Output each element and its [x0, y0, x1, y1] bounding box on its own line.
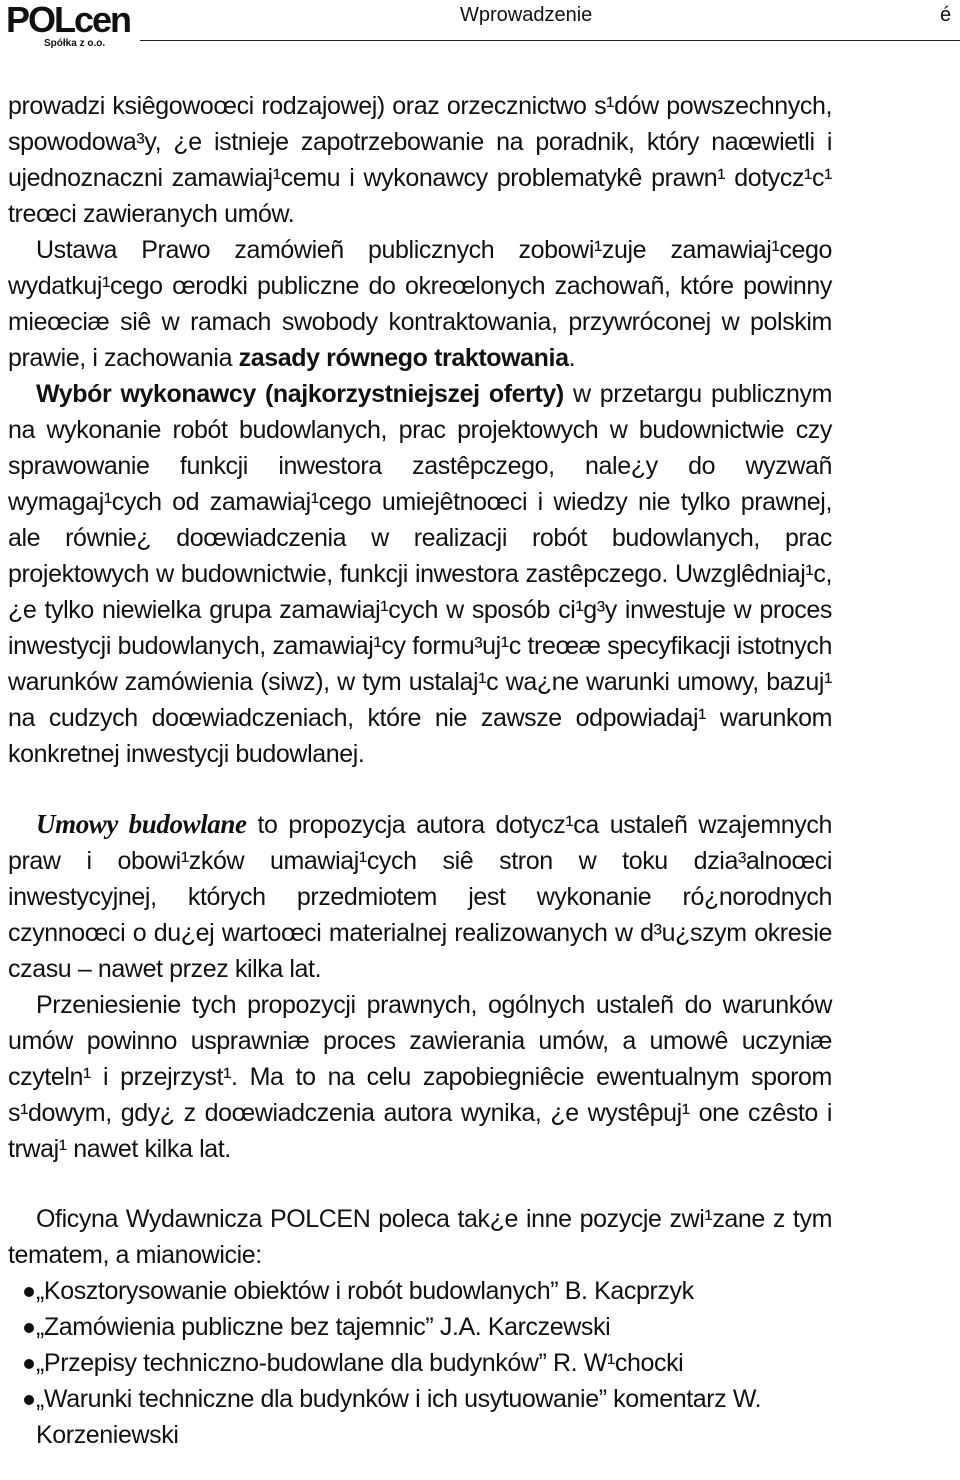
logo-wordmark: POLcen: [6, 0, 131, 40]
paragraph-contractor-choice: Wybór wykonawcy (najkorzystniejszej oferty) w przetargu publicznym na wykonanie robót budowlanych, prac projektowych w budownictwie czy sprawowanie funkcji inwestora zastêpczego, nale¿y do wyzwañ wymagaj¹cych od zamawiaj¹cego umiejêtnoœci i wiedzy nie tylko prawnej, ale równie¿ doœwiadczenia w realizacji robót budowlanych, prac projektowych w budownictwie, funkcji inwestora zastêpczego. Uwzglêdniaj¹c, ¿e tylko niewielka grupa zamawiaj¹cych w sposób ci¹g³y inwestuje w proces inwestycji budowlanych, zamawiaj¹cy formu³uj¹c treœæ specyfikacji istotnych warunków zamówienia (siwz), w tym ustalaj¹c wa¿ne warunki umowy, bazuj¹ na cudzych doœwiadczeniach, które nie zawsze odpowiadaj¹ warunkom konkretnej inwestycji budowlanej.: [8, 380, 833, 768]
publisher-logo: [6, 2, 132, 52]
paragraph-law: Ustawa Prawo zamówieñ publicznych zobowi¹zuje zamawiaj¹cego wydatkuj¹cego œrodki publiczne do okreœlonych zachowañ, które powinny mieœciæ siê w ramach swobody kontraktowania, przywróconej w polskim prawie, i zachowania zasady równego traktowania.: [8, 236, 832, 372]
bullet-icon: [24, 1395, 34, 1405]
list-item: „Kosztorysowanie obiektów i robót budowlanych” B. Kacprzyk: [8, 1273, 832, 1309]
list-item: „Przepisy techniczno-budowlane dla budynków” R. W¹chocki: [8, 1345, 832, 1381]
emphasis-contractor-choice: Wybór wykonawcy (najkorzystniejszej oferty): [36, 380, 564, 408]
body-text: [8, 88, 832, 1453]
bullet-icon: [24, 1287, 34, 1297]
list-item: „Zamówienia publiczne bez tajemnic” J.A. Karczewski: [8, 1309, 832, 1345]
book-title: Umowy budowlane: [36, 809, 247, 839]
header-rule: [140, 40, 960, 41]
page-marker: é: [940, 4, 952, 26]
paragraph-transfer: Przeniesienie tych propozycji prawnych, ogólnych ustaleñ do warunków umów powinno usprawniæ proces zawierania umów, a umowê uczyniæ czyteln¹ i przejrzyst¹. Ma to na celu zapobiegniêcie ewentualnym sporom s¹dowym, gdy¿ z doœwiadczenia autora wynika, ¿e wystêpuj¹ one czêsto i trwaj¹ nawet kilka lat.: [8, 991, 832, 1163]
paragraph-book-purpose: Umowy budowlane to propozycja autora dotycz¹ca ustaleñ wzajemnych praw i obowi¹zków umawiaj¹cych siê stron w toku dzia³alnoœci inwestycyjnej, których przedmiotem jest wykonanie ró¿norodnych czynnoœci o du¿ej wartoœci materialnej realizowanych w d³u¿szym okresie czasu – nawet przez kilka lat.: [8, 809, 832, 983]
paragraph-recommendation: Oficyna Wydawnicza POLCEN poleca tak¿e inne pozycje zwi¹zane z tym tematem, a mianowicie:: [8, 1205, 832, 1269]
emphasis-equal-treatment: zasady równego traktowania: [238, 344, 569, 372]
recommended-books-list: [8, 1273, 832, 1453]
running-title: Wprowadzenie: [460, 4, 593, 26]
logo-subtitle: Spółka z o.o.: [44, 38, 106, 49]
bullet-icon: [24, 1359, 34, 1369]
page-header: [0, 0, 960, 56]
bullet-icon: [24, 1323, 34, 1333]
paragraph-intro: prowadzi ksiêgowoœci rodzajowej) oraz orzecznictwo s¹dów powszechnych, spowodowa³y, ¿e istnieje zapotrzebowanie na poradnik, który naœwietli i ujednoznaczni zamawiaj¹cemu i wykonawcy problematykê prawn¹ dotycz¹c¹ treœci zawieranych umów.: [8, 92, 832, 228]
list-item: „Warunki techniczne dla budynków i ich usytuowanie” komentarz W. Korzeniewski: [8, 1381, 832, 1453]
